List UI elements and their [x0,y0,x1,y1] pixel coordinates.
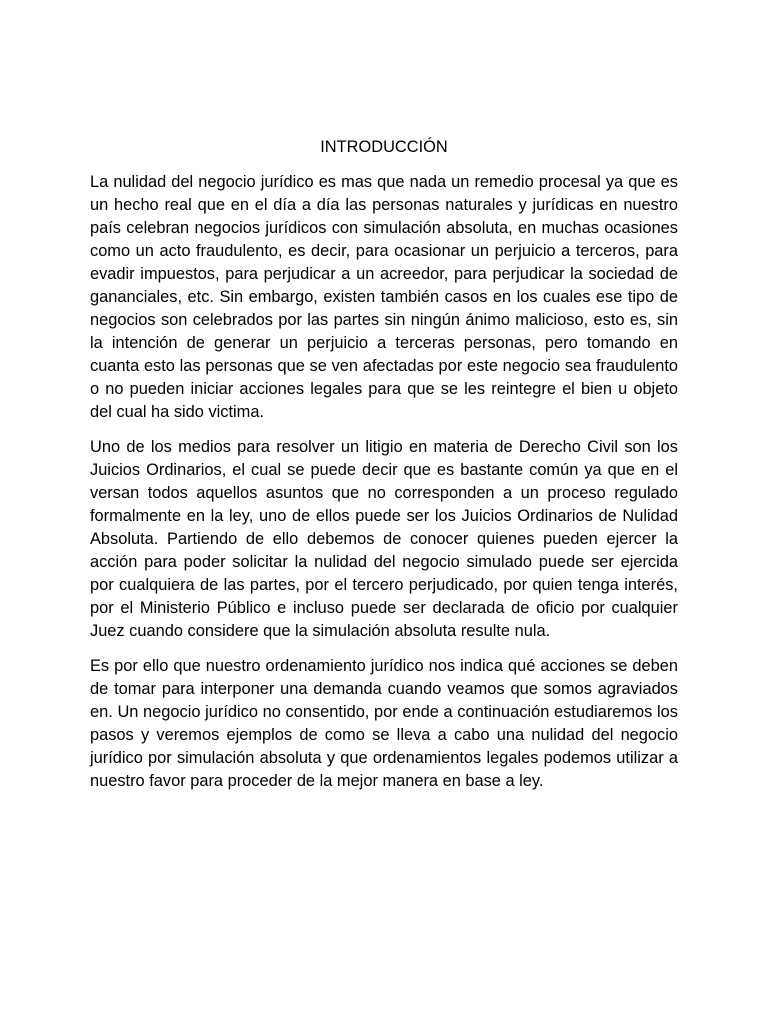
page-title: INTRODUCCIÓN [320,138,448,156]
paragraph-3: Es por ello que nuestro ordenamiento jurídico nos indica qué acciones se deben de tomar para interponer una demanda cuando veamos que somos agraviados en. Un negocio jurídico no consentido, por ende a continuación estudiaremos los pasos y veremos ejemplos de como se lleva a cabo una nulidad del negocio jurídico por simulación absoluta y que ordenamientos legales podemos utilizar a nuestro favor para proceder de la mejor manera en base a ley. [90,657,678,790]
paragraph-2: Uno de los medios para resolver un litigio en materia de Derecho Civil son los Juicios Ordinarios, el cual se puede decir que es bastante común ya que en el versan todos aquellos asuntos que no corresponden a un proceso regulado formalmente en la ley, uno de ellos puede ser los Juicios Ordinarios de Nulidad Absoluta. Partiendo de ello debemos de conocer quienes pueden ejercer la acción para poder solicitar la nulidad del negocio simulado puede ser ejercida por cualquiera de las partes, por el tercero perjudicado, por quien tenga interés, por el Ministerio Público e incluso puede ser declarada de oficio por cualquier Juez cuando considere que la simulación absoluta resulte nula. [90,438,678,640]
paragraph-1: La nulidad del negocio jurídico es mas que nada un remedio procesal ya que es un hecho real que en el día a día las personas naturales y jurídicas en nuestro país celebran negocios jurídicos con simulación absoluta, en muchas ocasiones como un acto fraudulento, es decir, para ocasionar un perjuicio a terceros, para evadir impuestos, para perjudicar a un acreedor, para perjudicar la sociedad de gananciales, etc. Sin embargo, existen también casos en los cuales ese tipo de negocios son celebrados por las partes sin ningún ánimo malicioso, esto es, sin la intención de generar un perjuicio a terceras personas, pero tomando en cuanta esto las personas que se ven afectadas por este negocio sea fraudulento o no pueden iniciar acciones legales para que se les reintegre el bien u objeto del cual ha sido victima. [90,173,678,421]
document-body [90,136,678,805]
